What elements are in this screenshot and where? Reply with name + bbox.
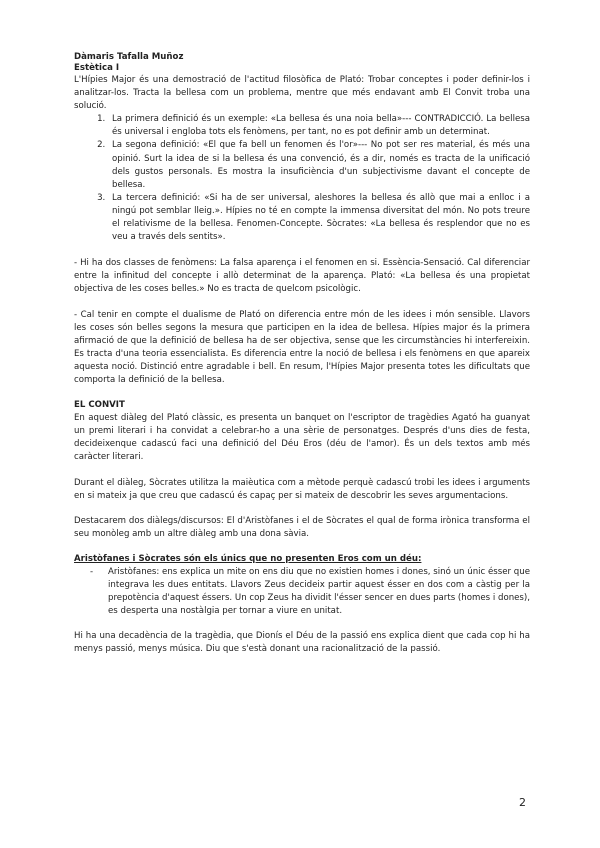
page-number: 2 — [519, 796, 526, 809]
body-paragraph: Durant el diàleg, Sòcrates utilitza la maièutica com a mètode perquè cadascú trobi les idees i arguments en si mateix ja que creu que cadascú és capaç per si mateix de descobrir les seves argumentacions. — [74, 477, 530, 501]
definition-item: 3. La tercera definició: «Si ha de ser universal, aleshores la bellesa és allò que mai a enlloc i a ningú pot semblar lleig.». Hípies no té en compte la immensa diversitat del món. No pots treure el relativisme de la bellesa. Fenomen-Concepte. Sòcrates: «La bellesa és resplendor que no es veu a través dels sentits». — [108, 192, 530, 244]
definition-item: 1. La primera definició és un exemple: «La bellesa és una noia bella»--- CONTRADICCIÓ. La bellesa és universal i engloba tots els fenòmens, per tant, no es pot definir amb un determinat. — [108, 113, 530, 139]
closing-paragraph: Hi ha una decadència de la tragèdia, que Dionís el Déu de la passió ens explica dient que cada cop hi ha menys passió, menys música. Diu que s'està donant una racionalització de la passió. — [74, 631, 530, 655]
section-title: EL CONVIT — [74, 400, 125, 411]
body-paragraph: En aquest diàleg del Plató clàssic, es presenta un banquet on l'escriptor de tragèdies Agató ha guanyat un premi literari i ha convidat a celebrar-ho a una sèrie de personatges. Després d'uns dies de festa, decideixenque cadascú faci una definició del Déu Eros (déu de l'amor). És un dels textos amb més caràcter literari. — [74, 413, 530, 463]
body-paragraph: - Cal tenir en compte el dualisme de Plató on diferencia entre món de les idees i món sensible. Llavors les coses són belles segons la mesura que participen en la idea de bellesa. Hípies major és la primera afirmació de que la definició de bellesa ha de ser objectiva, sense que les circumstàncies hi interfereixin. Es tracta d'una teoria essencialista. Es diferencia entre la noció de bellesa i els fenòmens en que apareix aquesta noció. Distinció entre agradable i bell. En resum, l'Hípies Major presenta totes les dificultats que comporta la definició de la bellesa. — [74, 309, 530, 385]
body-paragraph: - Hi ha dos classes de fenòmens: La falsa aparença i el fenomen en si. Essència-Sensació. Cal diferenciar entre la infinitud del concepte i allò determinat de la aparença. Plató: «La bellesa és una propietat objectiva de les coses belles.» No es tracta de quelcom psicològic. — [74, 258, 530, 295]
page-header — [74, 52, 183, 74]
author-name: Dàmaris Tafalla Muñoz — [74, 52, 184, 62]
definitions-list — [74, 113, 530, 244]
bullet-item: - Aristòfanes: ens explica un mite on ens diu que no existien homes i dones, sinó un únic ésser que integrava les dues entitats. Llavors Zeus decideix partir aquest ésser en dos com a càstig per la prepotència d'aquest éssers. Un cop Zeus ha dividit l'ésser sencer en dues parts (homes i dones), es desperta una nostàlgia per tornar a viure en unitat. — [108, 566, 530, 618]
bullet-list — [74, 566, 530, 618]
definition-item: 2. La segona definició: «El que fa bell un fenomen és l'or»--- No pot ser res material, és més una opinió. Surt la idea de si la bellesa és una convenció, és a dir, només es tracta de la unificació dels gustos personals. Es mostra la insuficiència d'un subjectivisme davant el concepte de bellesa. — [108, 139, 530, 191]
intro-paragraph: L'Hípies Major és una demostració de l'actitud filosòfica de Plató: Trobar conceptes i poder definir-los i analitzar-los. Tracta la bellesa com un problema, mentre que més endavant amb El Convit troba una solució. — [74, 75, 530, 112]
course-name: Estètica I — [74, 63, 120, 73]
document-body — [74, 74, 530, 657]
subheading: Aristòfanes i Sòcrates són els únics que no presenten Eros com un déu: — [74, 553, 422, 564]
body-paragraph: Destacarem dos diàlegs/discursos: El d'Aristòfanes i el de Sòcrates el qual de forma irònica transforma el seu monòleg amb un altre diàleg amb una dona sàvia. — [74, 515, 530, 539]
